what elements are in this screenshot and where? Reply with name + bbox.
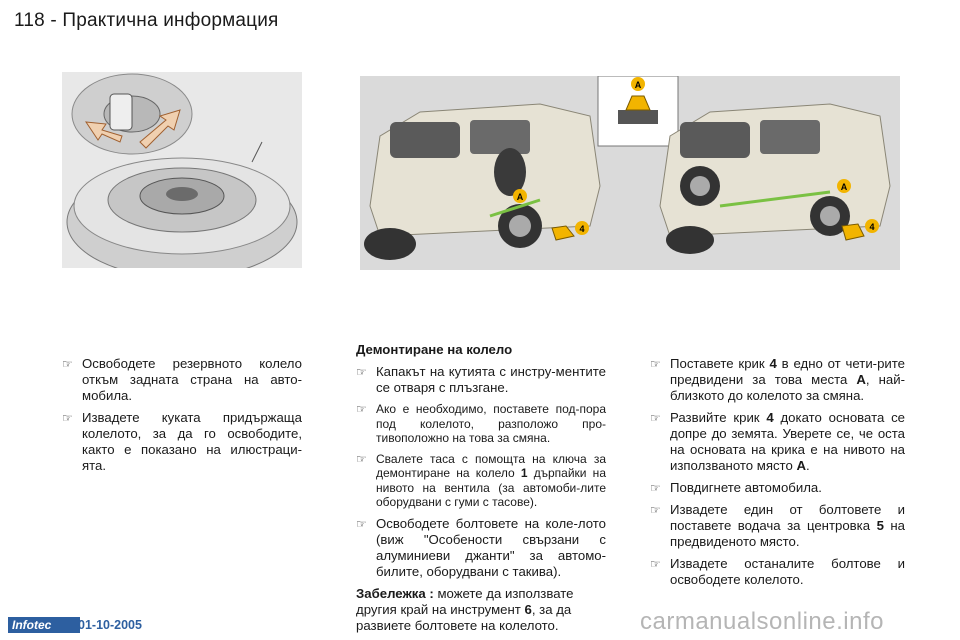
page-title: 118 - Практична информация xyxy=(14,10,279,31)
label-a-right-text: A xyxy=(840,182,848,192)
list-item xyxy=(356,402,606,446)
item-text: Освободете резервното колело откъм задната страна на авто-мобила. xyxy=(82,356,302,403)
list-item: ☞ Развийте крик 4 докато основата се допре до земята. Уверете се, че оста на основата на крика е на нивото на използваното място A. xyxy=(650,410,906,473)
label-a-inset xyxy=(631,77,645,91)
pointing-hand-icon: ☞ xyxy=(62,357,73,371)
item-text: Капакът на кутията с инстру-ментите се отваря с плъзгане. xyxy=(376,364,606,395)
pointing-hand-icon: ☞ xyxy=(650,557,661,571)
spare-wheel-illustration xyxy=(62,72,302,268)
instructions-column-3 xyxy=(650,356,905,594)
section-heading: Демонтиране на колело xyxy=(356,342,513,357)
footer-date: 01-10-2005 xyxy=(78,618,142,632)
pointing-hand-icon: ☞ xyxy=(356,402,367,416)
item-text: Ако е необходимо, поставете под-пора под колелото, разположо про-тивоположно на това за смяна. xyxy=(376,402,606,445)
list-item: ☞ Извадете останалите болтове и освободете колелото. xyxy=(650,556,905,587)
item-text: Извадете куката придържаща колелото, за да го освободите, както е показано на илюстраци-ята. xyxy=(82,410,302,473)
pointing-hand-icon: ☞ xyxy=(650,357,661,371)
note-text-rest: , за да развиете болтовете на колелото. xyxy=(356,601,572,633)
instructions-column-2 xyxy=(356,342,606,640)
label-a-right xyxy=(837,179,851,193)
instructions-column-1 xyxy=(62,356,302,480)
pointing-hand-icon: ☞ xyxy=(650,481,661,495)
list-item xyxy=(356,452,606,510)
label-4-left xyxy=(575,221,589,235)
pointing-hand-icon: ☞ xyxy=(356,365,367,379)
label-a-left-text: A xyxy=(516,192,524,202)
label-4-left-text: 4 xyxy=(579,224,585,234)
label-4-right xyxy=(865,219,879,233)
note-text: можете да използвате другия край на инструмент xyxy=(356,585,574,617)
list-item: ☞ Поставете крик 4 в едно от чети-рите предвидени за това места A, най-близкото до колелото за смяна. xyxy=(650,356,906,403)
car-jack-illustration xyxy=(360,76,900,270)
item-text-rest: дърпайки на нивото на вентила (за автомоби-лите оборудвани с гуми с тасове). xyxy=(376,466,606,509)
pointing-hand-icon: ☞ xyxy=(356,516,367,531)
note xyxy=(356,586,606,634)
item-text: Свалете таса с помощта на ключа за демонтиране на колело xyxy=(376,451,606,480)
car-jack-drawing xyxy=(360,76,900,270)
pointing-hand-icon: ☞ xyxy=(62,411,73,425)
note-ref: 6 xyxy=(524,601,532,617)
list-item xyxy=(62,410,302,474)
label-a-left xyxy=(513,189,527,203)
pointing-hand-icon: ☞ xyxy=(356,451,367,466)
spare-wheel-drawing xyxy=(62,72,302,268)
list-item: ☞ Извадете един от болтовете и поставете водача за центровка 5 на предвиденото място. xyxy=(650,502,906,549)
note-label: Забележка : xyxy=(356,585,434,601)
watermark: carmanualsonline.info xyxy=(640,608,884,635)
list-item: ☞ Повдигнете автомобила. xyxy=(650,480,822,495)
item-ref: 1 xyxy=(520,466,528,480)
pointing-hand-icon: ☞ xyxy=(650,503,661,517)
item-text: Освободете болтовете на коле-лото (виж "Особености свързани с алуминиеви джанти" за автомо-билите, оборудвани с такива). xyxy=(376,515,606,579)
label-a-inset-text: A xyxy=(634,80,642,90)
label-4-right-text: 4 xyxy=(869,222,875,232)
list-item xyxy=(356,364,606,396)
list-item xyxy=(356,516,606,580)
list-item xyxy=(62,356,302,404)
pointing-hand-icon: ☞ xyxy=(650,411,661,425)
infotec-logo: Infotec xyxy=(8,617,80,633)
